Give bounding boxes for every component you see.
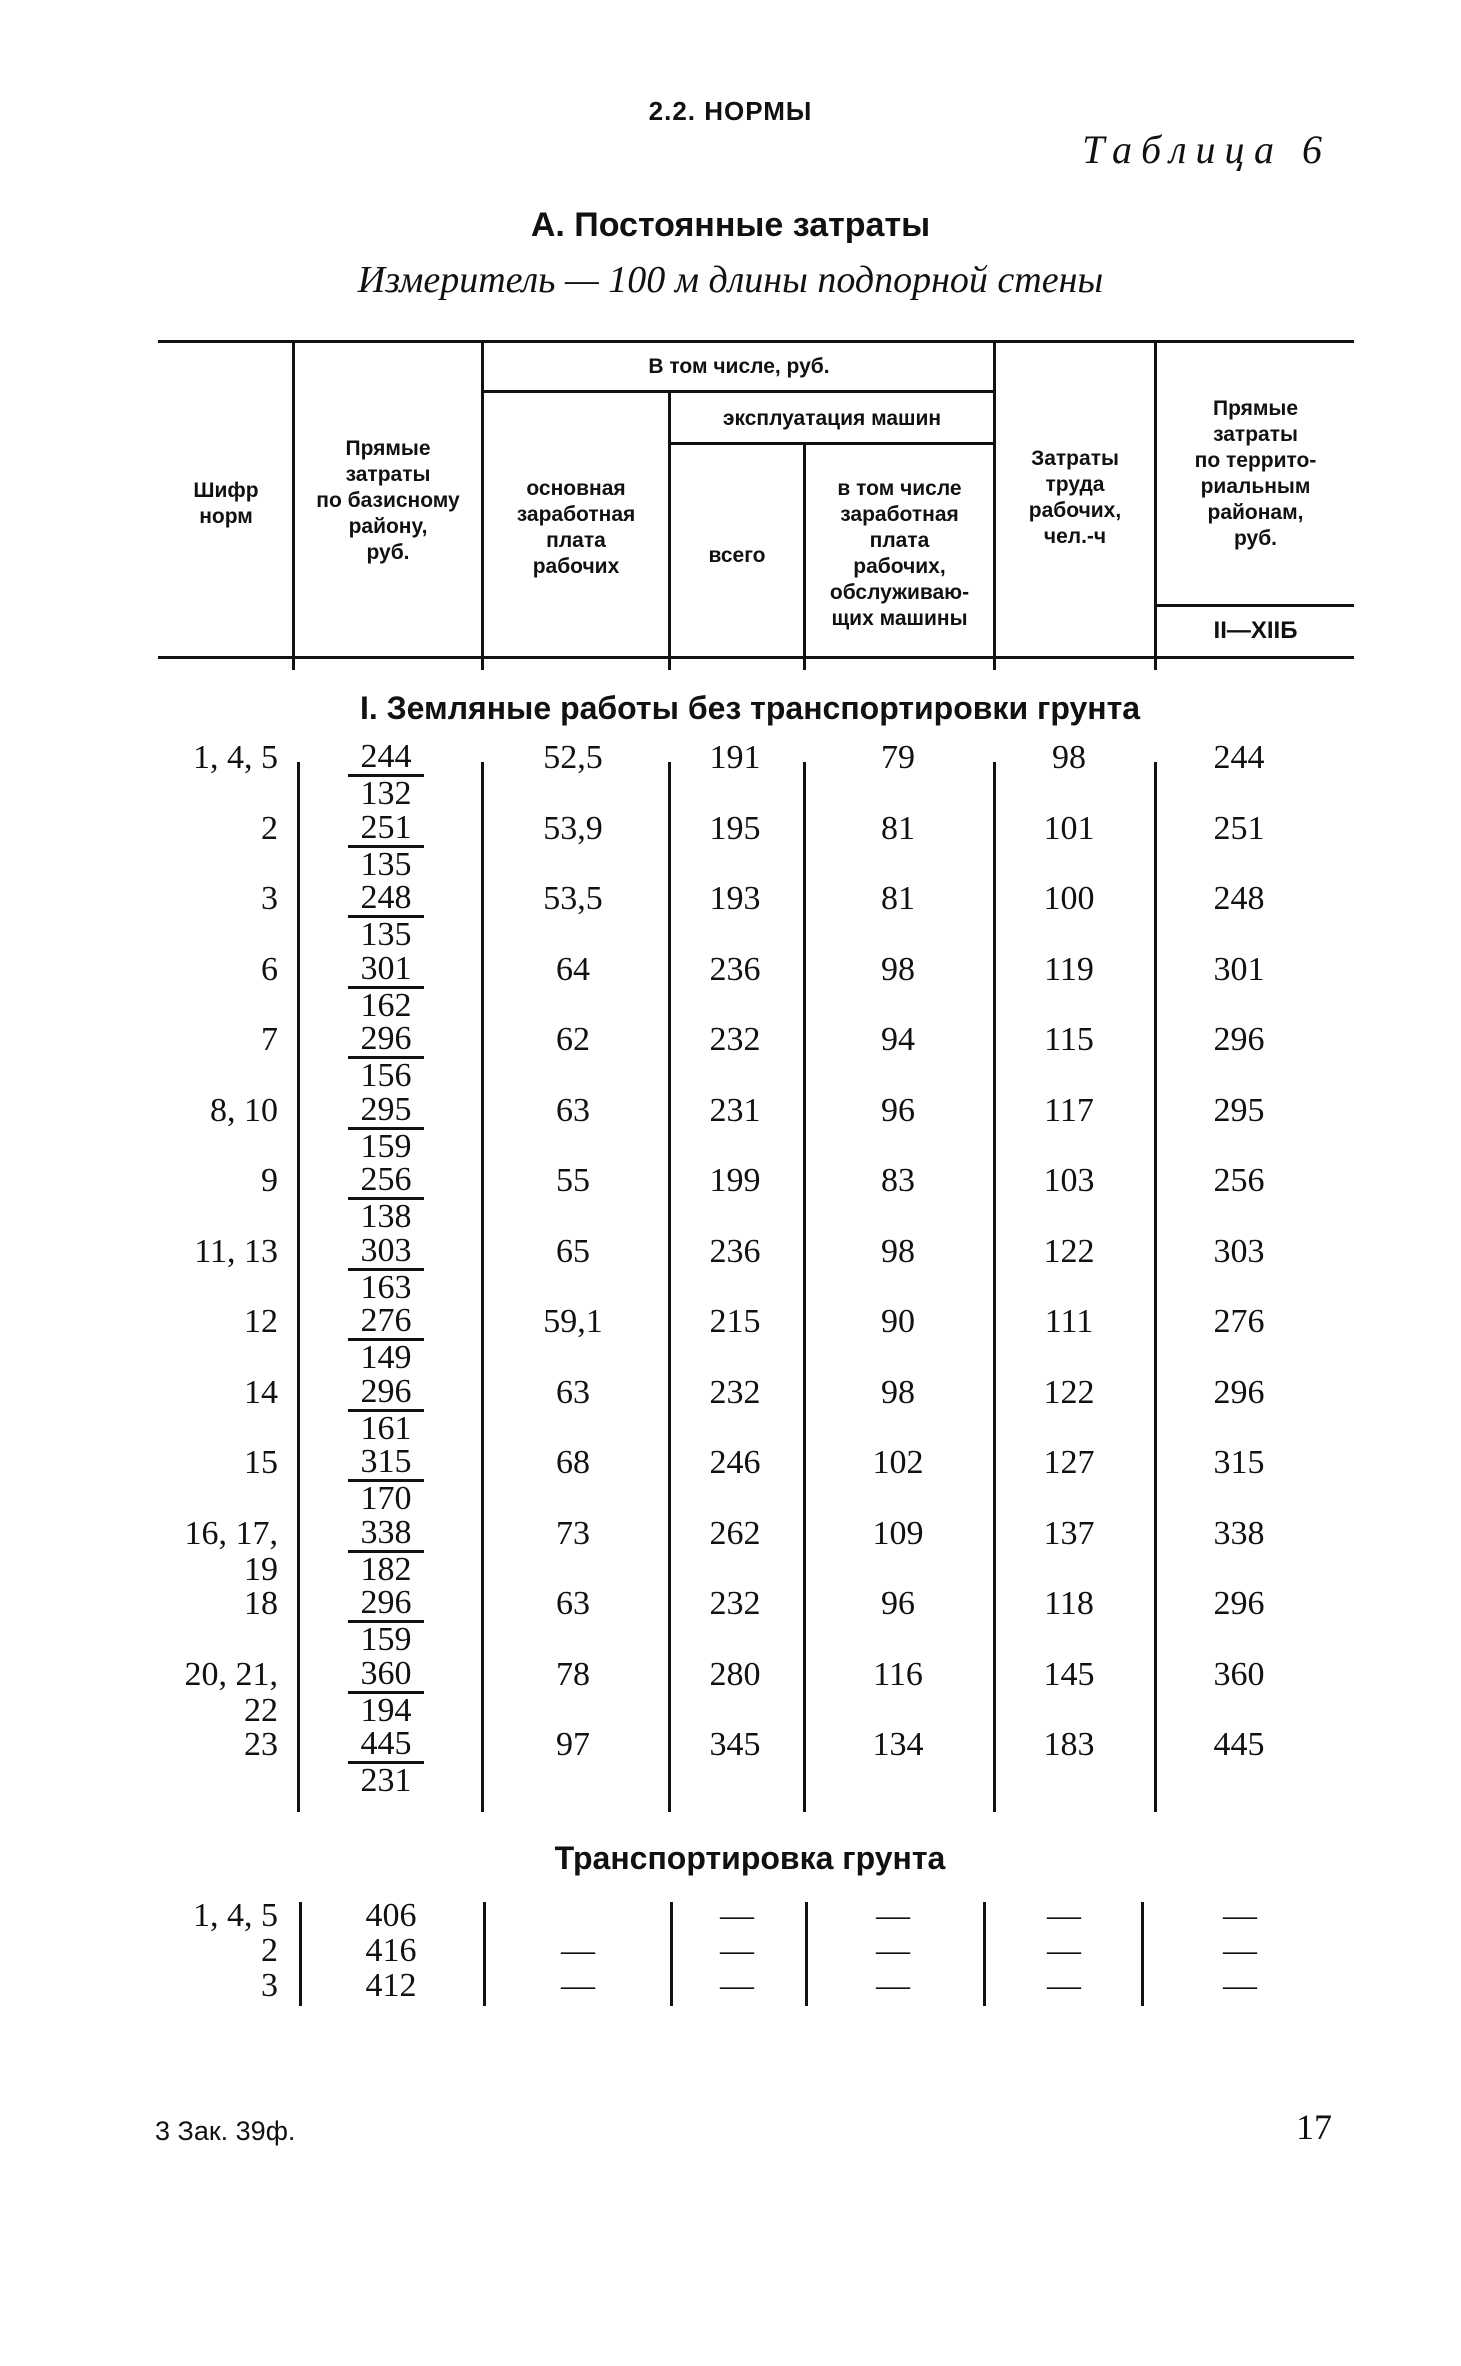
cell-terr: 296	[1213, 1585, 1265, 1622]
cell-wages: 63	[556, 1585, 590, 1622]
direct-cost-value: 301	[348, 952, 424, 989]
row-code: 3	[261, 880, 278, 917]
direct-cost-fraction	[348, 1372, 424, 1447]
cell-total: 193	[709, 880, 761, 917]
cell-total: 232	[709, 1585, 761, 1622]
header-region: II—XIIБ	[1213, 617, 1298, 644]
cell-labor: —	[1047, 1932, 1081, 1969]
cell-terr: 276	[1213, 1303, 1265, 1340]
page-number: 17	[1296, 2107, 1332, 2147]
row-code: 2	[261, 1932, 278, 1969]
cell-mwages: 96	[881, 1091, 915, 1129]
direct-cost-fraction	[348, 1022, 424, 1093]
s2-divider-5	[983, 1902, 986, 2006]
direct-cost-subvalue: 132	[360, 775, 412, 812]
cell-wages: 53,9	[543, 809, 603, 847]
direct-cost-value: 338	[348, 1516, 424, 1553]
header-machines-total: всего	[708, 544, 766, 567]
s1-divider-1	[297, 762, 300, 1812]
cell-mwages: —	[876, 1967, 910, 2004]
direct-cost-fraction	[348, 1654, 424, 1729]
direct-cost-value: 248	[348, 881, 424, 918]
cell-total: —	[720, 1897, 754, 1934]
header-machines: эксплуатация машин	[722, 407, 942, 430]
direct-cost-value: 360	[348, 1657, 424, 1694]
measure-line: Измеритель — 100 м длины подпорной стены	[357, 259, 1104, 301]
direct-cost-subvalue: 194	[360, 1691, 412, 1729]
direct-cost-value: 303	[348, 1234, 424, 1271]
cell-mwages: 116	[873, 1655, 923, 1693]
direct-cost-subvalue: 231	[360, 1762, 412, 1799]
row-code: 20, 21, 22	[184, 1655, 278, 1729]
direct-cost-fraction	[348, 740, 424, 811]
cell-labor: —	[1047, 1967, 1081, 2004]
cell-labor: 137	[1043, 1514, 1095, 1552]
cell-terr: 360	[1213, 1655, 1265, 1693]
cell-mwages: 102	[872, 1444, 924, 1481]
header-direct-base: Прямые затраты по базисному району, руб.	[316, 437, 460, 564]
direct-cost-value: 296	[348, 1022, 424, 1059]
row-code: 23	[244, 1726, 278, 1763]
row-code: 8, 10	[210, 1091, 278, 1129]
header-top-rule	[158, 340, 1354, 343]
cell-wages: 52,5	[543, 739, 603, 776]
cell-labor: 117	[1044, 1091, 1094, 1129]
direct-cost-subvalue: 170	[360, 1480, 412, 1517]
s2-divider-2	[483, 1902, 486, 2006]
direct-cost-fraction	[348, 949, 424, 1024]
header-wages: основная заработная плата рабочих	[516, 477, 636, 578]
direct-cost-fraction	[348, 1727, 424, 1798]
cell-mwages: 134	[872, 1726, 924, 1763]
cell-terr: 248	[1213, 880, 1265, 917]
cell-wages: 63	[556, 1373, 590, 1411]
direct-cost-fraction	[348, 1231, 424, 1306]
cell-total: —	[720, 1932, 754, 1969]
cell-labor: 119	[1044, 950, 1094, 988]
cell-mwages: —	[876, 1897, 910, 1934]
direct-cost-value: 244	[348, 740, 424, 777]
cell-terr: —	[1223, 1932, 1257, 1969]
s2-divider-4	[805, 1902, 808, 2006]
cell-total: 199	[709, 1162, 761, 1199]
cell-wages: 97	[556, 1726, 590, 1763]
cell-wages: 73	[556, 1514, 590, 1552]
cell-labor: 111	[1044, 1303, 1094, 1340]
cell-terr: 256	[1213, 1162, 1265, 1199]
cell-direct: 406	[365, 1897, 417, 1934]
cell-mwages: 79	[881, 739, 915, 776]
cell-wages: 64	[556, 950, 590, 988]
direct-cost-fraction	[348, 1445, 424, 1516]
cell-mwages: 98	[881, 1232, 915, 1270]
region-rule	[1156, 604, 1354, 607]
footer-left: 3 Зак. 39ф.	[155, 2116, 296, 2146]
row-code: 18	[244, 1585, 278, 1622]
s1-divider-6	[1154, 762, 1157, 1812]
section-heading: 2.2. НОРМЫ	[648, 96, 813, 126]
cell-total: 262	[709, 1514, 761, 1552]
cell-total: 232	[709, 1021, 761, 1058]
header-code: Шифр норм	[193, 479, 259, 528]
cell-terr: 295	[1213, 1091, 1265, 1129]
s2-divider-1	[299, 1902, 302, 2006]
row-code: 6	[261, 950, 278, 988]
row-code: 3	[261, 1967, 278, 2004]
cell-total: 191	[709, 739, 761, 776]
cell-wages: 53,5	[543, 880, 603, 917]
row-code: 12	[244, 1303, 278, 1340]
cell-mwages: —	[876, 1932, 910, 1969]
cell-total: 236	[709, 1232, 761, 1270]
row-code: 14	[244, 1373, 278, 1411]
direct-cost-fraction	[348, 1304, 424, 1375]
direct-cost-value: 315	[348, 1445, 424, 1482]
s1-divider-2	[481, 762, 484, 1812]
cell-labor: 101	[1043, 809, 1095, 847]
machines-rule	[670, 442, 995, 445]
including-rule	[483, 390, 995, 393]
row-code: 11, 13	[194, 1232, 278, 1270]
cell-mwages: 81	[881, 880, 915, 917]
direct-cost-value: 256	[348, 1163, 424, 1200]
cell-terr: 301	[1213, 950, 1265, 988]
direct-cost-value: 296	[348, 1586, 424, 1623]
direct-cost-fraction	[348, 808, 424, 883]
section1-title: I. Земляные работы без транспортировки грунта	[359, 690, 1141, 726]
header-bottom-rule	[158, 656, 1354, 659]
cell-direct: 416	[365, 1932, 417, 1969]
cell-mwages: 98	[881, 950, 915, 988]
direct-cost-subvalue: 156	[360, 1057, 412, 1094]
cell-wages: —	[561, 1932, 595, 1969]
direct-cost-fraction	[348, 1586, 424, 1657]
cell-wages: 78	[556, 1655, 590, 1693]
cell-wages: 65	[556, 1232, 590, 1270]
cell-labor: 100	[1043, 880, 1095, 917]
cell-labor: 98	[1052, 739, 1086, 776]
table-label: Таблица 6	[1082, 127, 1331, 172]
direct-cost-fraction	[348, 881, 424, 952]
cell-mwages: 83	[881, 1162, 915, 1199]
direct-cost-value: 296	[348, 1375, 424, 1412]
cell-terr: 251	[1213, 809, 1265, 847]
direct-cost-fraction	[348, 1513, 424, 1588]
direct-cost-value: 251	[348, 811, 424, 848]
cell-labor: 115	[1044, 1021, 1094, 1058]
cell-terr: —	[1223, 1967, 1257, 2004]
cell-wages: 59,1	[543, 1303, 603, 1340]
direct-cost-subvalue: 138	[360, 1198, 412, 1235]
cell-labor: 122	[1043, 1373, 1095, 1411]
s2-divider-6	[1141, 1902, 1144, 2006]
header-labor: Затраты труда рабочих, чел.-ч	[1028, 447, 1122, 548]
direct-cost-subvalue: 162	[360, 986, 412, 1024]
direct-cost-subvalue: 159	[360, 1621, 412, 1658]
cell-mwages: 81	[881, 809, 915, 847]
cell-labor: —	[1047, 1897, 1081, 1934]
cell-terr: 296	[1213, 1373, 1265, 1411]
header-divider-3	[668, 390, 671, 670]
direct-cost-value: 276	[348, 1304, 424, 1341]
header-direct-territorial: Прямые затраты по террито- риальным районам, руб.	[1194, 397, 1317, 550]
direct-cost-subvalue: 159	[360, 1127, 412, 1165]
cell-mwages: 96	[881, 1585, 915, 1622]
cell-labor: 145	[1043, 1655, 1095, 1693]
header-including: В том числе, руб.	[648, 355, 830, 378]
cell-wages: —	[561, 1967, 595, 2004]
direct-cost-fraction	[348, 1163, 424, 1234]
row-code: 16, 17, 19	[184, 1514, 278, 1588]
row-code: 9	[261, 1162, 278, 1199]
cell-total: 231	[709, 1091, 761, 1129]
cell-terr: 338	[1213, 1514, 1265, 1552]
direct-cost-subvalue: 149	[360, 1339, 412, 1376]
cell-terr: 445	[1213, 1726, 1265, 1763]
row-code: 1, 4, 5	[193, 1897, 278, 1934]
direct-cost-subvalue: 182	[360, 1550, 412, 1588]
row-code: 7	[261, 1021, 278, 1058]
cell-mwages: 90	[881, 1303, 915, 1340]
cell-mwages: 109	[872, 1514, 924, 1552]
cell-labor: 127	[1043, 1444, 1095, 1481]
row-code: 15	[244, 1444, 278, 1481]
cell-total: —	[720, 1967, 754, 2004]
direct-cost-subvalue: 163	[360, 1268, 412, 1306]
row-code: 2	[261, 809, 278, 847]
header-machines-wages: в том числе заработная плата рабочих, обслуживаю- щих машины	[829, 477, 970, 630]
cell-terr: 315	[1213, 1444, 1265, 1481]
cell-total: 195	[709, 809, 761, 847]
cell-total: 345	[709, 1726, 761, 1763]
cell-total: 215	[709, 1303, 761, 1340]
cell-total: 236	[709, 950, 761, 988]
cell-terr: 244	[1213, 739, 1265, 776]
cell-terr: —	[1223, 1897, 1257, 1934]
cell-labor: 118	[1044, 1585, 1094, 1622]
direct-cost-subvalue: 135	[360, 916, 412, 953]
cell-wages: 62	[556, 1021, 590, 1058]
cell-direct: 412	[365, 1967, 417, 2004]
cell-total: 232	[709, 1373, 761, 1411]
direct-cost-fraction	[348, 1090, 424, 1165]
direct-cost-subvalue: 135	[360, 845, 412, 883]
cell-wages: 55	[556, 1162, 590, 1199]
direct-cost-value: 295	[348, 1093, 424, 1130]
row-code: 1, 4, 5	[193, 739, 278, 776]
cell-mwages: 98	[881, 1373, 915, 1411]
direct-cost-value: 445	[348, 1727, 424, 1764]
direct-cost-subvalue: 161	[360, 1409, 412, 1447]
cell-labor: 183	[1043, 1726, 1095, 1763]
cell-terr: 296	[1213, 1021, 1265, 1058]
cell-total: 280	[709, 1655, 761, 1693]
cell-labor: 122	[1043, 1232, 1095, 1270]
cell-wages: 68	[556, 1444, 590, 1481]
section2-title: Транспортировка грунта	[554, 1840, 946, 1876]
cell-terr: 303	[1213, 1232, 1265, 1270]
cell-wages: 63	[556, 1091, 590, 1129]
cell-labor: 103	[1043, 1162, 1095, 1199]
table-title: А. Постоянные затраты	[530, 206, 931, 244]
cell-total: 246	[709, 1444, 761, 1481]
cell-mwages: 94	[881, 1021, 915, 1058]
s1-divider-5	[993, 762, 996, 1812]
s2-divider-3	[670, 1902, 673, 2006]
